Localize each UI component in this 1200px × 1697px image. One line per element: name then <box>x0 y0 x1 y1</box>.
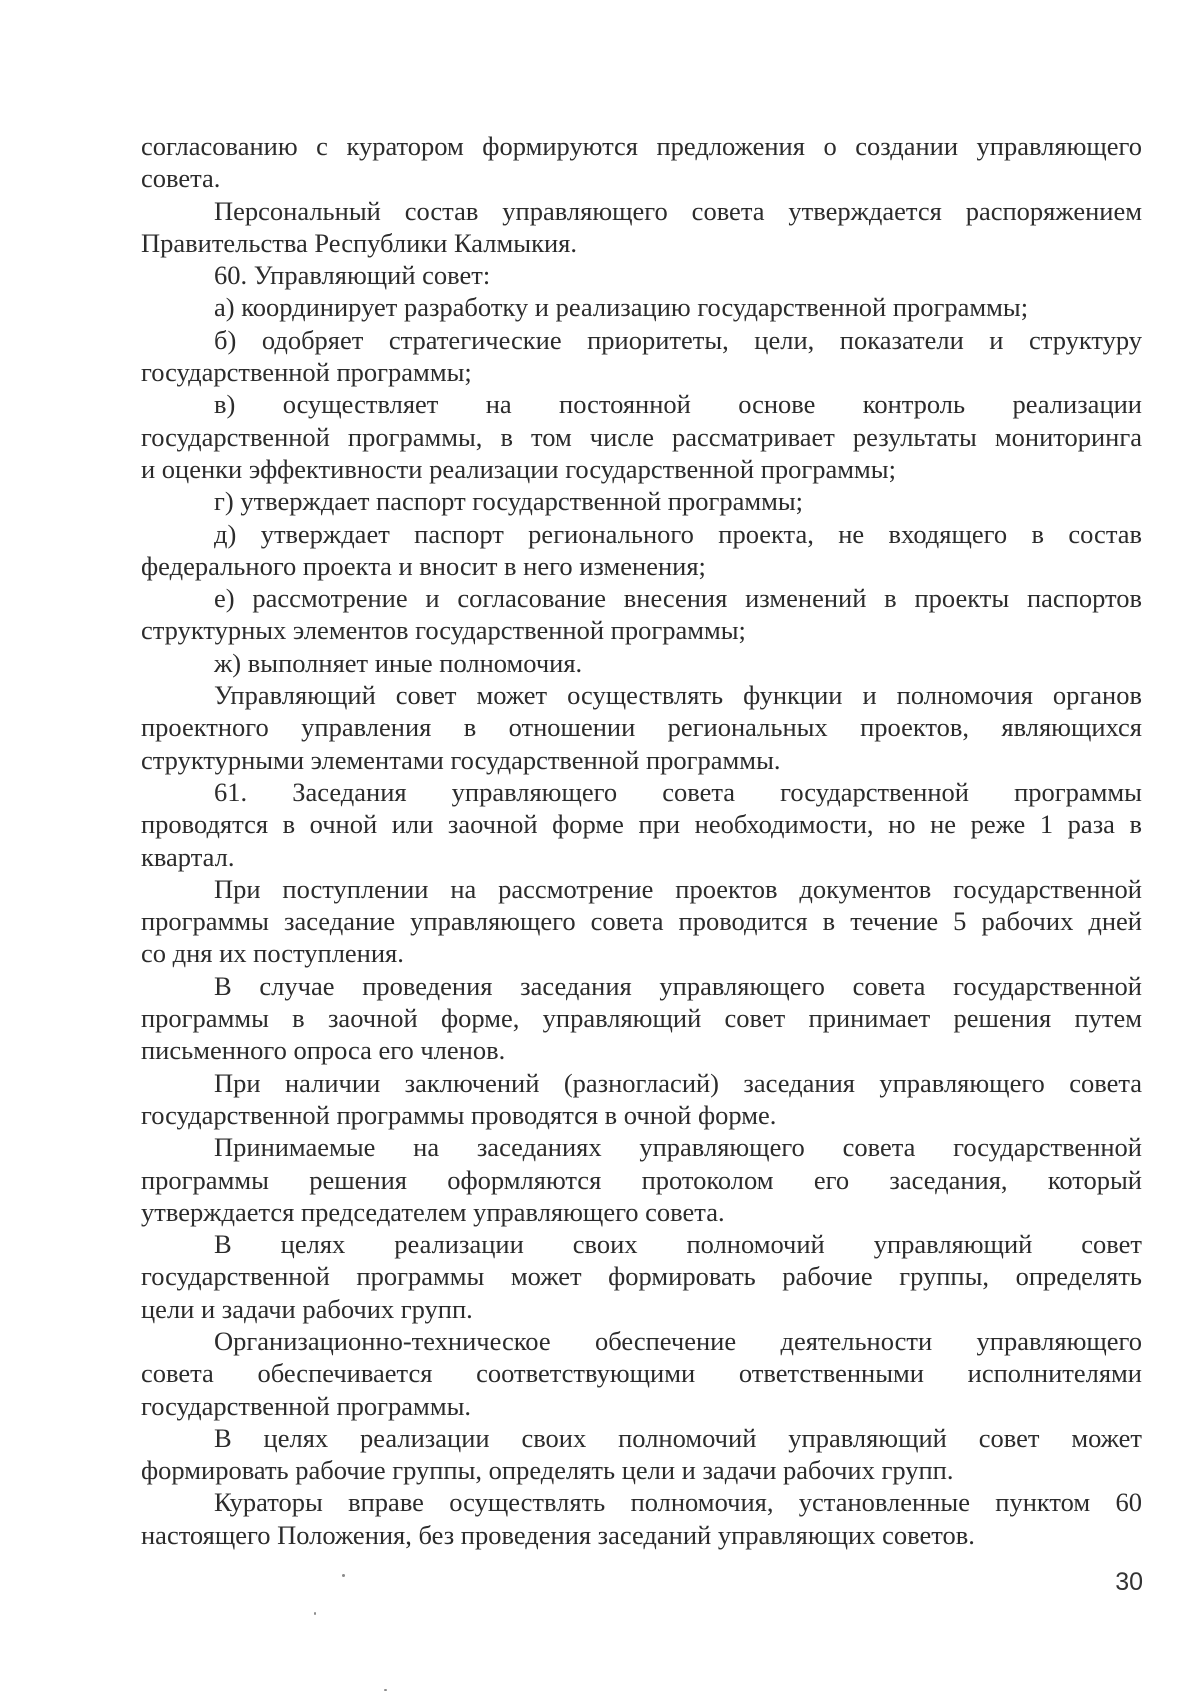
paragraph <box>141 873 1142 970</box>
text-line-row <box>141 1390 1142 1422</box>
text-line: проектного управления в отношении региональных проектов, являющихся <box>141 712 1142 743</box>
text-line: Правительства Республики Калмыкия. <box>141 227 577 258</box>
text-line: цели и задачи рабочих групп. <box>141 1293 473 1324</box>
text-line: квартал. <box>141 841 235 872</box>
text-line: и оценки эффективности реализации государственной программы; <box>141 453 896 484</box>
text-line-row <box>141 388 1142 420</box>
paragraph <box>141 1228 1142 1325</box>
text-line-row <box>141 1034 1142 1066</box>
text-line-row <box>141 1002 1142 1034</box>
text-line: федерального проекта и вносит в него изменения; <box>141 550 706 581</box>
text-line-row <box>141 744 1142 776</box>
text-line: со дня их поступления. <box>141 938 404 969</box>
text-line: При наличии заключений (разногласий) заседания управляющего совета <box>214 1067 1142 1098</box>
text-line-row <box>141 1454 1142 1486</box>
paragraph <box>141 647 1142 679</box>
text-line: ж) выполняет иные полномочия. <box>214 647 583 678</box>
text-line: утверждается председателем управляющего совета. <box>141 1196 725 1227</box>
text-line-row <box>141 582 1142 614</box>
text-line: настоящего Положения, без проведения заседаний управляющих советов. <box>141 1519 975 1550</box>
text-line-row <box>141 550 1142 582</box>
text-line-row <box>141 421 1142 453</box>
paragraph <box>141 1325 1142 1422</box>
text-line: В случае проведения заседания управляющего совета государственной <box>214 970 1142 1001</box>
text-line-row <box>141 679 1142 711</box>
paragraph <box>141 130 1142 195</box>
text-line-row <box>141 1260 1142 1292</box>
text-line-row <box>141 970 1142 1002</box>
text-line: Персональный состав управляющего совета утверждается распоряжением <box>214 195 1142 226</box>
scan-speck <box>384 1689 387 1691</box>
text-line-row <box>141 324 1142 356</box>
text-line: программы в заочной форме, управляющий совет принимает решения путем <box>141 1003 1142 1034</box>
page-number: 30 <box>1115 1568 1143 1596</box>
text-line-row <box>141 518 1142 550</box>
text-line: е) рассмотрение и согласование внесения изменений в проекты паспортов <box>214 583 1142 614</box>
text-line-row <box>141 776 1142 808</box>
text-line-row <box>141 130 1142 162</box>
text-line: государственной программы. <box>141 1390 472 1421</box>
paragraph <box>141 1067 1142 1132</box>
text-line: государственной программы проводятся в очной форме. <box>141 1099 777 1130</box>
scan-speck <box>342 1574 345 1577</box>
text-line-row <box>141 937 1142 969</box>
text-line-row <box>141 1357 1142 1389</box>
paragraph <box>141 776 1142 873</box>
text-line-row <box>141 873 1142 905</box>
text-line: структурными элементами государственной программы. <box>141 744 781 775</box>
text-line: При поступлении на рассмотрение проектов документов государственной <box>214 873 1142 904</box>
paragraph <box>141 679 1142 776</box>
text-line-row <box>141 841 1142 873</box>
text-line: д) утверждает паспорт регионального проекта, не входящего в состав <box>214 518 1142 549</box>
paragraph <box>141 1131 1142 1228</box>
paragraph <box>141 324 1142 389</box>
text-line-row <box>141 259 1142 291</box>
paragraph <box>141 388 1142 485</box>
text-line: в) осуществляет на постоянной основе контроль реализации <box>214 389 1142 420</box>
text-line-row <box>141 1519 1142 1551</box>
text-line: а) координирует разработку и реализацию государственной программы; <box>214 292 1029 323</box>
text-line: г) утверждает паспорт государственной программы; <box>214 486 804 517</box>
text-line: совета обеспечивается соответствующими ответственными исполнителями <box>141 1358 1142 1389</box>
text-line: программы заседание управляющего совета проводится в течение 5 рабочих дней <box>141 906 1142 937</box>
text-line-row <box>141 1293 1142 1325</box>
text-line: письменного опроса его членов. <box>141 1035 506 1066</box>
text-line: Управляющий совет может осуществлять функции и полномочия органов <box>214 680 1142 711</box>
text-line-row <box>141 905 1142 937</box>
text-line-row <box>141 1099 1142 1131</box>
text-line: Организационно-техническое обеспечение деятельности управляющего <box>214 1325 1142 1356</box>
text-line-row <box>141 453 1142 485</box>
text-line-row <box>141 485 1142 517</box>
paragraph <box>141 291 1142 323</box>
text-line: 60. Управляющий совет: <box>214 260 491 291</box>
paragraph <box>141 970 1142 1067</box>
text-line-row <box>141 1486 1142 1518</box>
text-line: программы решения оформляются протоколом его заседания, который <box>141 1164 1142 1195</box>
text-line-row <box>141 356 1142 388</box>
scan-speck <box>314 1612 316 1615</box>
text-line: совета. <box>141 163 221 194</box>
text-line: Принимаемые на заседаниях управляющего совета государственной <box>214 1132 1142 1163</box>
text-line: В целях реализации своих полномочий управляющий совет может <box>214 1422 1142 1453</box>
paragraph <box>141 195 1142 260</box>
paragraph <box>141 485 1142 517</box>
text-line: структурных элементов государственной программы; <box>141 615 746 646</box>
text-line: проводятся в очной или заочной форме при необходимости, но не реже 1 раза в <box>141 809 1142 840</box>
text-line-row <box>141 1164 1142 1196</box>
text-line-row <box>141 1422 1142 1454</box>
text-line: формировать рабочие группы, определять цели и задачи рабочих групп. <box>141 1455 954 1486</box>
text-line-row <box>141 291 1142 323</box>
text-line: б) одобряет стратегические приоритеты, цели, показатели и структуру <box>214 324 1142 355</box>
text-line-row <box>141 1325 1142 1357</box>
text-line-row <box>141 647 1142 679</box>
text-line-row <box>141 711 1142 743</box>
paragraph <box>141 1422 1142 1487</box>
document-body <box>141 130 1142 1551</box>
paragraph <box>141 1486 1142 1551</box>
text-line: Кураторы вправе осуществлять полномочия, установленные пунктом 60 <box>214 1487 1142 1518</box>
text-line: 61. Заседания управляющего совета государственной программы <box>214 776 1142 807</box>
text-line-row <box>141 808 1142 840</box>
paragraph <box>141 259 1142 291</box>
text-line: В целях реализации своих полномочий управляющий совет <box>214 1229 1142 1260</box>
text-line-row <box>141 227 1142 259</box>
text-line-row <box>141 1067 1142 1099</box>
paragraph <box>141 582 1142 647</box>
text-line: государственной программы может формировать рабочие группы, определять <box>141 1261 1142 1292</box>
text-line-row <box>141 195 1142 227</box>
text-line: государственной программы, в том числе рассматривает результаты мониторинга <box>141 421 1142 452</box>
text-line-row <box>141 614 1142 646</box>
text-line-row <box>141 162 1142 194</box>
paragraph <box>141 518 1142 583</box>
text-line: согласованию с куратором формируются предложения о создании управляющего <box>141 131 1142 161</box>
text-line: государственной программы; <box>141 357 472 388</box>
text-line-row <box>141 1228 1142 1260</box>
text-line-row <box>141 1196 1142 1228</box>
text-line-row <box>141 1131 1142 1163</box>
